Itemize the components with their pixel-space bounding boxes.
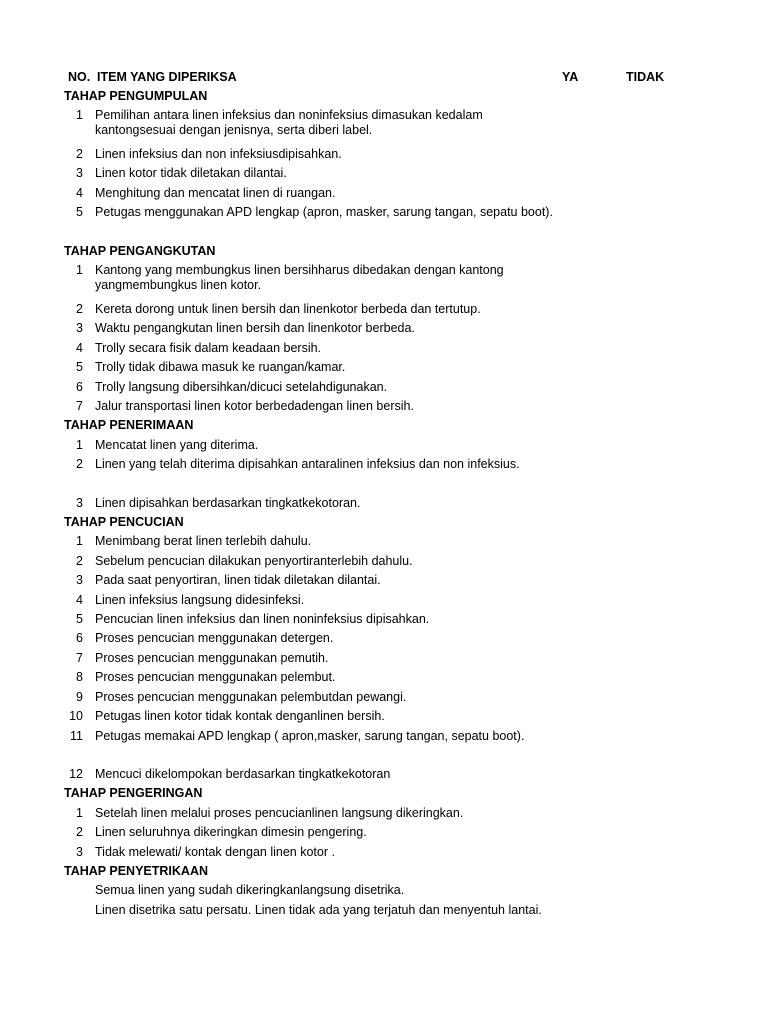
item-number: 4 [76, 341, 83, 355]
item-text: Setelah linen melalui proses pencucianlinen langsung dikeringkan. [95, 806, 464, 820]
item-number: 6 [76, 380, 83, 394]
item-number: 1 [76, 534, 83, 548]
item-text: Kereta dorong untuk linen bersih dan linenkotor berbeda dan tertutup. [95, 302, 481, 316]
item-number: 3 [76, 321, 83, 335]
item-text: Jalur transportasi linen kotor berbedadengan linen bersih. [95, 399, 414, 413]
item-number: 3 [76, 166, 83, 180]
item-text: Trolly secara fisik dalam keadaan bersih. [95, 341, 322, 355]
item-text: Linen kotor tidak diletakan dilantai. [95, 166, 287, 180]
item-text: Semua linen yang sudah dikeringkanlangsung disetrika. [95, 883, 405, 897]
item-text: Linen yang telah diterima dipisahkan antaralinen infeksius dan non infeksius. [95, 457, 520, 471]
item-text: Trolly langsung dibersihkan/dicuci setelahdigunakan. [95, 380, 388, 394]
item-number: 3 [76, 845, 83, 859]
item-number: 5 [76, 205, 83, 219]
item-text: Tidak melewati/ kontak dengan linen kotor . [95, 845, 335, 859]
item-text: Proses pencucian menggunakan pemutih. [95, 651, 329, 665]
item-number: 5 [76, 360, 83, 374]
item-number: 9 [76, 690, 83, 704]
item-text: Linen infeksius langsung didesinfeksi. [95, 593, 305, 607]
item-text: Mencuci dikelompokan berdasarkan tingkatkekotoran [95, 767, 391, 781]
item-number: 5 [76, 612, 83, 626]
section-title-penyetrikaan: TAHAP PENYETRIKAAN [64, 864, 208, 878]
item-number: 6 [76, 631, 83, 645]
item-number: 8 [76, 670, 83, 684]
item-text: Petugas linen kotor tidak kontak denganlinen bersih. [95, 709, 385, 723]
item-number: 2 [76, 457, 83, 471]
item-number: 2 [76, 302, 83, 316]
item-text: Linen seluruhnya dikeringkan dimesin pengering. [95, 825, 367, 839]
section-title-penerimaan: TAHAP PENERIMAAN [64, 418, 194, 432]
item-text: Sebelum pencucian dilakukan penyortiranterlebih dahulu. [95, 554, 413, 568]
item-number: 1 [76, 438, 83, 452]
header-tidak: TIDAK [626, 70, 665, 84]
item-number: 4 [76, 593, 83, 607]
item-number: 3 [76, 573, 83, 587]
item-number: 12 [69, 767, 83, 781]
item-text: Pemilihan antara linen infeksius dan noninfeksius dimasukan kedalam kantongsesuai dengan jenisnya, serta diberi label. [95, 108, 483, 137]
item-number: 2 [76, 147, 83, 161]
item-number: 7 [76, 651, 83, 665]
item-text: Mencatat linen yang diterima. [95, 438, 259, 452]
item-text: Linen disetrika satu persatu. Linen tidak ada yang terjatuh dan menyentuh lantai. [95, 903, 542, 917]
item-text: Linen infeksius dan non infeksiusdipisahkan. [95, 147, 342, 161]
item-number: 1 [76, 806, 83, 820]
section-title-pencucian: TAHAP PENCUCIAN [64, 515, 184, 529]
item-text: Trolly tidak dibawa masuk ke ruangan/kamar. [95, 360, 346, 374]
item-number: 4 [76, 186, 83, 200]
item-text: Petugas menggunakan APD lengkap (apron, masker, sarung tangan, sepatu boot). [95, 205, 553, 219]
item-text: Waktu pengangkutan linen bersih dan linenkotor berbeda. [95, 321, 415, 335]
item-number: 7 [76, 399, 83, 413]
item-text: Proses pencucian menggunakan detergen. [95, 631, 334, 645]
item-text: Linen dipisahkan berdasarkan tingkatkekotoran. [95, 496, 361, 510]
item-text: Pada saat penyortiran, linen tidak diletakan dilantai. [95, 573, 381, 587]
item-number: 1 [76, 263, 83, 277]
header-ya: YA [562, 70, 579, 84]
section-title-pengangkutan: TAHAP PENGANGKUTAN [64, 244, 216, 258]
item-text: Menghitung dan mencatat linen di ruangan. [95, 186, 336, 200]
section-title-pengumpulan: TAHAP PENGUMPULAN [64, 89, 208, 103]
section-title-pengeringan: TAHAP PENGERINGAN [64, 786, 203, 800]
item-text: Pencucian linen infeksius dan linen noninfeksius dipisahkan. [95, 612, 430, 626]
item-number: 11 [70, 729, 83, 743]
item-text: Proses pencucian menggunakan pelembutdan pewangi. [95, 690, 407, 704]
item-number: 2 [76, 554, 83, 568]
item-text: Kantong yang membungkus linen bersihharus dibedakan dengan kantong yangmembungkus linen kotor. [95, 263, 504, 292]
item-text: Proses pencucian menggunakan pelembut. [95, 670, 336, 684]
item-number: 1 [76, 108, 83, 122]
header-item: ITEM YANG DIPERIKSA [97, 70, 237, 84]
item-text: Petugas memakai APD lengkap ( apron,masker, sarung tangan, sepatu boot). [95, 729, 525, 743]
header-no: NO. [68, 70, 91, 84]
item-text: Menimbang berat linen terlebih dahulu. [95, 534, 312, 548]
item-number: 3 [76, 496, 83, 510]
item-number: 2 [76, 825, 83, 839]
item-number: 10 [69, 709, 83, 723]
